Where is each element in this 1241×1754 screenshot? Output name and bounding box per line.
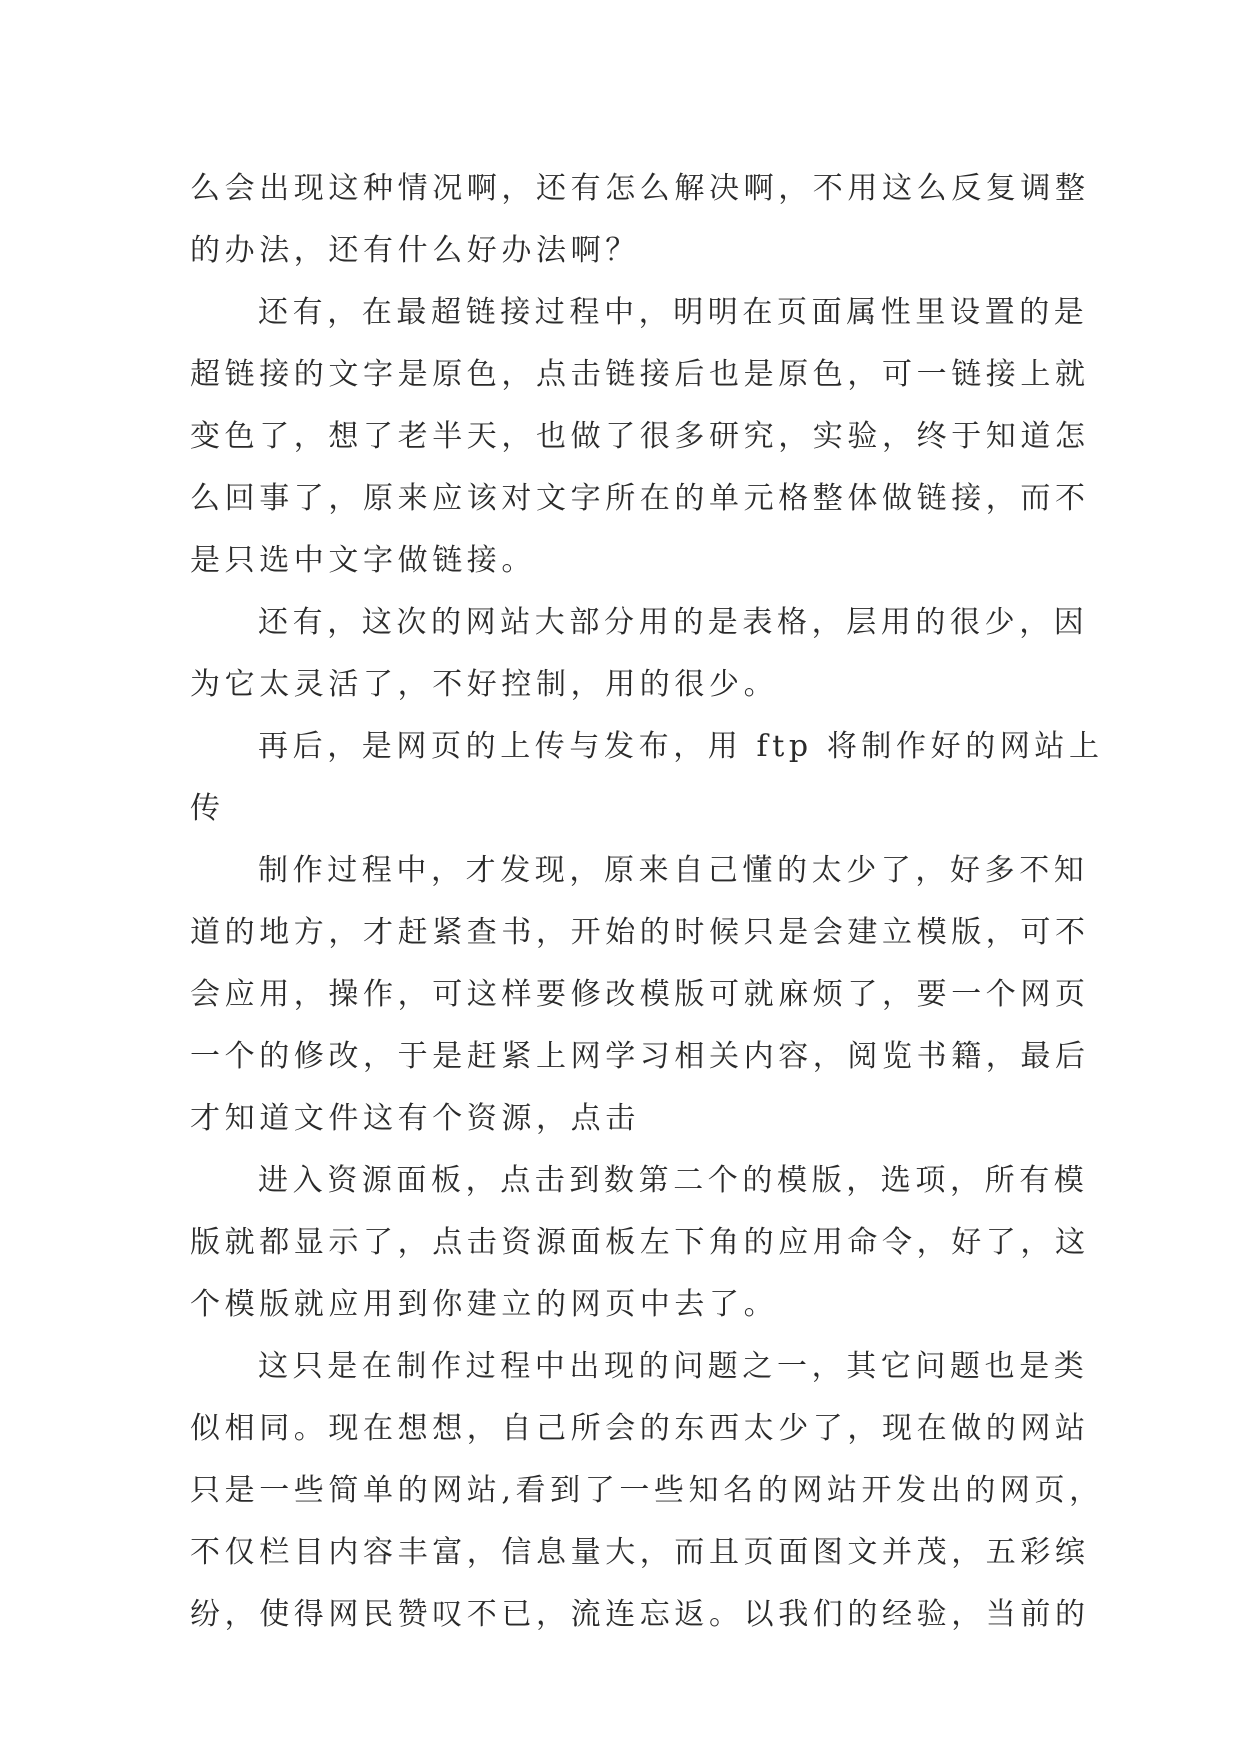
text-line: 制作过程中，才发现，原来自己懂的太少了，好多不知: [258, 853, 1089, 888]
text-line: 还有，这次的网站大部分用的是表格，层用的很少，因: [258, 605, 1089, 640]
paragraph-6: [190, 1150, 1090, 1336]
text-line: 纷，使得网民赞叹不已，流连忘返。以我们的经验，当前的: [190, 1597, 1090, 1632]
text-line: 个模版就应用到你建立的网页中去了。: [190, 1287, 779, 1322]
text-line: 才知道文件这有个资源，点击: [190, 1101, 640, 1136]
text-line: 么会出现这种情况啊，还有怎么解决啊，不用这么反复调整: [190, 171, 1090, 206]
paragraph-2: [190, 282, 1090, 592]
text-line: 再后，是网页的上传与发布，用 ftp 将制作好的网站上: [258, 729, 1104, 764]
text-line: 变色了，想了老半天，也做了很多研究，实验，终于知道怎: [190, 419, 1090, 454]
text-line: 这只是在制作过程中出现的问题之一，其它问题也是类: [258, 1349, 1089, 1384]
document-body: [190, 158, 1104, 1646]
paragraph-7: [190, 1336, 1104, 1646]
text-line: 传: [190, 791, 225, 826]
text-line: 道的地方，才赶紧查书，开始的时候只是会建立模版，可不: [190, 915, 1090, 950]
text-line: 进入资源面板，点击到数第二个的模版，选项，所有模: [258, 1163, 1089, 1198]
text-line: 一个的修改，于是赶紧上网学习相关内容，阅览书籍，最后: [190, 1039, 1090, 1074]
text-line: 是只选中文字做链接。: [190, 543, 536, 578]
text-line: 超链接的文字是原色，点击链接后也是原色，可一链接上就: [190, 357, 1090, 392]
text-line: 为它太灵活了，不好控制，用的很少。: [190, 667, 779, 702]
text-line: 版就都显示了，点击资源面板左下角的应用命令，好了，这: [190, 1225, 1090, 1260]
paragraph-5: [190, 840, 1090, 1150]
text-line: 还有，在最超链接过程中，明明在页面属性里设置的是: [258, 295, 1089, 330]
text-line: 么回事了，原来应该对文字所在的单元格整体做链接，而不: [190, 481, 1090, 516]
text-line: 会应用，操作，可这样要修改模版可就麻烦了，要一个网页: [190, 977, 1090, 1012]
text-line: 不仅栏目内容丰富，信息量大，而且页面图文并茂，五彩缤: [190, 1535, 1090, 1570]
paragraph-1: [190, 158, 1090, 282]
text-line: 只是一些简单的网站,看到了一些知名的网站开发出的网页，: [190, 1473, 1104, 1508]
text-line: 似相同。现在想想，自己所会的东西太少了，现在做的网站: [190, 1411, 1090, 1446]
paragraph-3: [190, 592, 1089, 716]
paragraph-4: [190, 716, 1104, 840]
text-line: 的办法，还有什么好办法啊？: [190, 233, 640, 268]
